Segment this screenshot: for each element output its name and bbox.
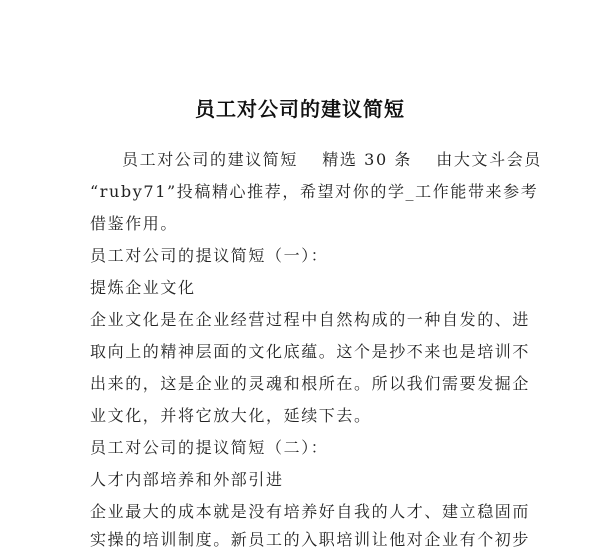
intro-line-2: “ruby71”投稿精心推荐，希望对你的学_工作能带来参考 xyxy=(90,182,539,201)
section-1-paragraph-line-4: 业文化，并将它放大化，延续下去。 xyxy=(90,406,372,425)
section-2-subheading: 人才内部培养和外部引进 xyxy=(90,470,284,489)
section-2-heading: 员工对公司的提议简短（二）： xyxy=(90,438,329,457)
section-2-paragraph-line-1: 企业最大的成本就是没有培养好自我的人才、建立稳固而 xyxy=(90,502,531,521)
section-1-subheading: 提炼企业文化 xyxy=(90,278,196,297)
section-1-paragraph-line-2: 取向上的精神层面的文化底蕴。这个是抄不来也是培训不 xyxy=(90,342,531,361)
section-2-paragraph-line-2: 实操的培训制度。新员工的入职培训让他对企业有个初步 xyxy=(90,530,531,549)
intro-line-3: 借鉴作用。 xyxy=(90,214,179,233)
section-1-heading: 员工对公司的提议简短（一）： xyxy=(90,246,329,265)
section-1-paragraph-line-3: 出来的，这是企业的灵魂和根所在。所以我们需要发掘企 xyxy=(90,374,531,393)
document-title: 员工对公司的建议简短 xyxy=(195,97,405,121)
intro-line-1: 员工对公司的建议简短 精选 30 条 由大文斗会员 xyxy=(122,150,542,169)
section-1-paragraph-line-1: 企业文化是在企业经营过程中自然构成的一种自发的、进 xyxy=(90,310,531,329)
